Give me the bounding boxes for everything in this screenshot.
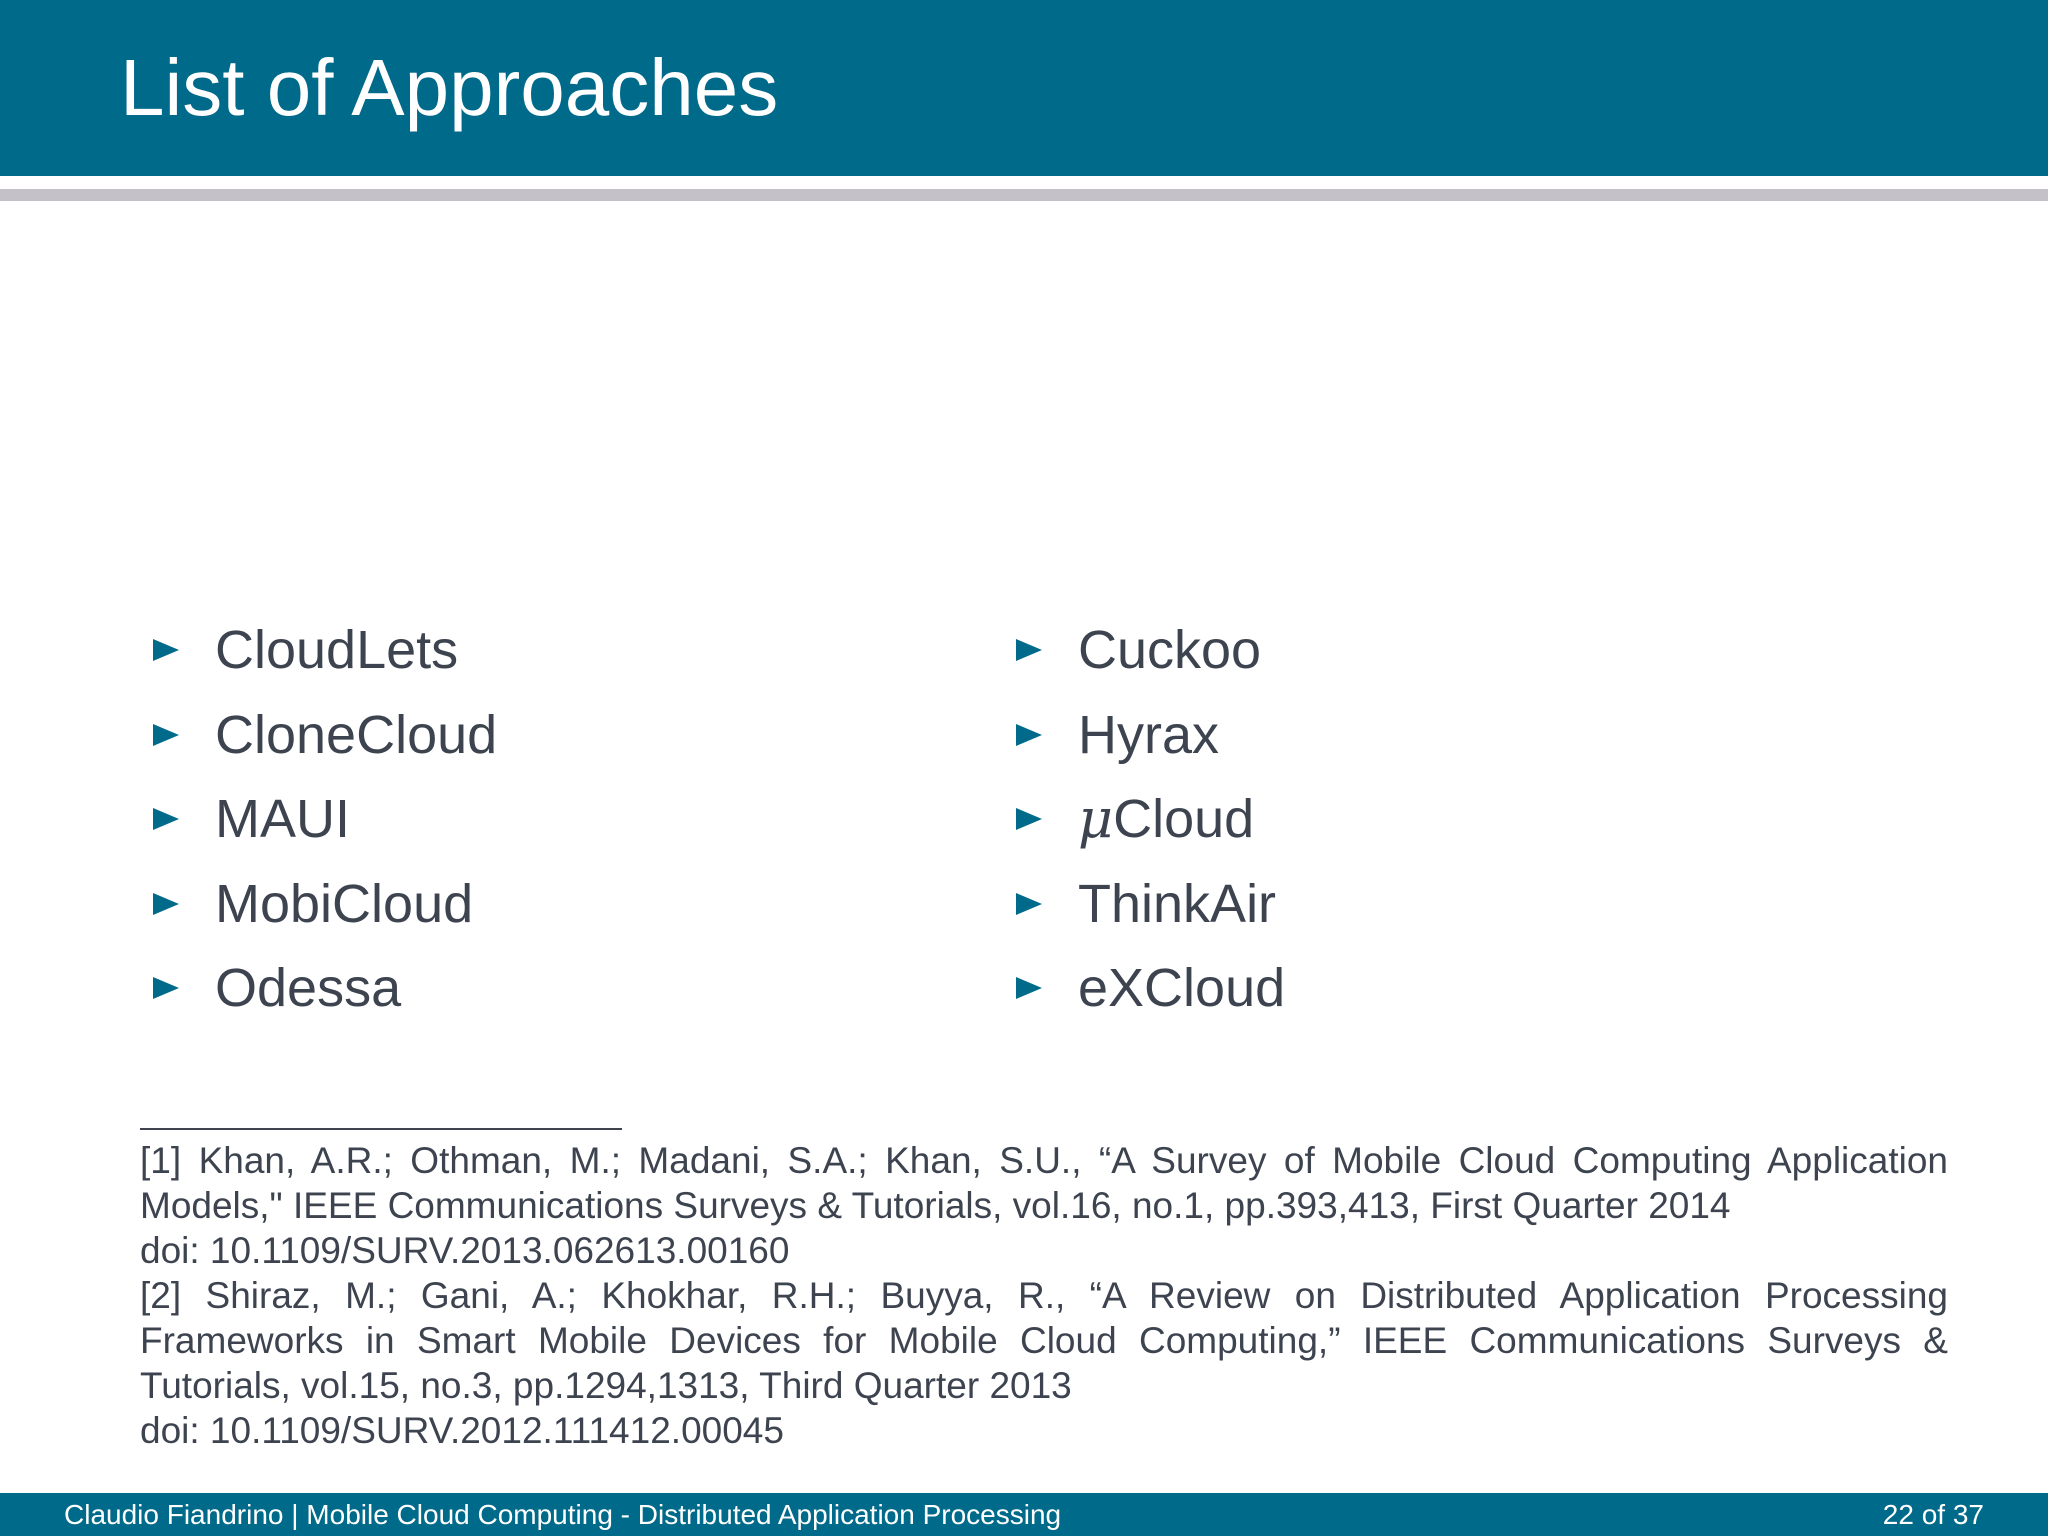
references [140,1138,1948,1453]
page-number: 22 of 37 [1882,1499,1984,1530]
approaches-list-right [1011,608,1285,1031]
approaches-list-left [148,608,497,1031]
approach-label: eXCloud [1078,958,1286,1019]
approach-label: MAUI [215,789,350,850]
triangle-right-icon [1016,724,1042,746]
approach-label: ThinkAir [1078,873,1277,934]
approach-label: Cuckoo [1078,620,1262,681]
triangle-right-icon [1016,893,1042,915]
triangle-right-icon [1016,808,1042,830]
list-item [1011,946,1285,1031]
slide-footer [0,1493,2048,1536]
triangle-right-icon [153,724,179,746]
approach-label: Odessa [215,958,402,1019]
reference-1-doi: doi: 10.1109/SURV.2013.062613.00160 [140,1230,790,1271]
approach-label: Hyrax [1078,704,1220,765]
list-item [1011,693,1285,778]
footer-author-title: Claudio Fiandrino | Mobile Cloud Computing - Distributed Application Processing [64,1499,1062,1530]
triangle-right-icon [153,639,179,661]
slide-title: List of Approaches [120,43,779,132]
list-item [1011,862,1285,947]
triangle-right-icon [153,893,179,915]
footnote-divider [140,1128,622,1130]
approach-label-rest: Cloud [1113,789,1255,850]
reference-2: [2] Shiraz, M.; Gani, A.; Khokhar, R.H.; Buyya, R., “A Review on Distributed Application Processing Frameworks in Smart Mobile Devices for Mobile Cloud Computing,” IEEE Communications Surveys & Tutorials, vol.15, no.3, pp.1294,1313, Third Quarter 2013 [140,1275,1948,1406]
reference-1: [1] Khan, A.R.; Othman, M.; Madani, S.A.; Khan, S.U., “A Survey of Mobile Cloud Computing Application Models," IEEE Communications Surveys & Tutorials, vol.16, no.1, pp.393,413, First Quarter 2014 [140,1140,1948,1226]
approach-label: CloudLets [215,620,459,681]
list-item [148,946,497,1031]
slide-header [0,0,2048,176]
reference-2-doi: doi: 10.1109/SURV.2012.111412.00045 [140,1410,784,1451]
triangle-right-icon [153,808,179,830]
list-item [148,608,497,693]
approach-label: CloneCloud [215,704,498,765]
mu-symbol: μ [1078,787,1114,851]
list-item [148,862,497,947]
approach-label-mucloud [1078,787,1254,851]
triangle-right-icon [1016,639,1042,661]
header-divider [0,189,2048,201]
triangle-right-icon [1016,977,1042,999]
list-item [148,777,497,862]
approach-label: MobiCloud [215,873,474,934]
list-item [148,693,497,778]
list-item [1011,608,1285,693]
triangle-right-icon [153,977,179,999]
list-item [1011,777,1285,862]
